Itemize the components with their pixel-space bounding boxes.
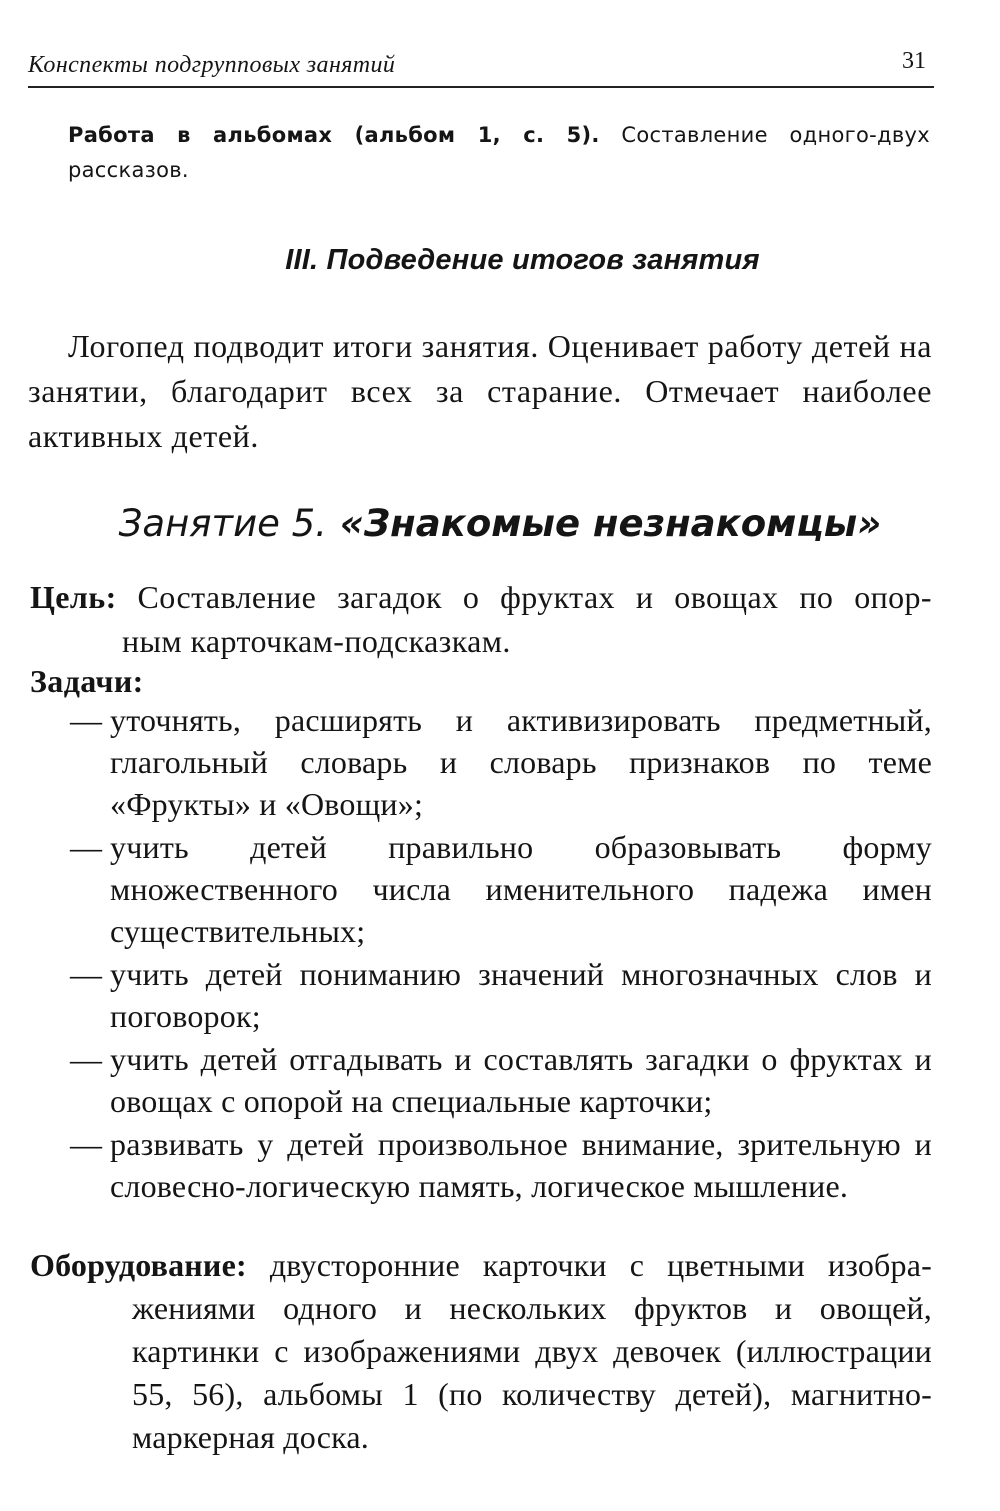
equipment-label: Оборудование:	[30, 1247, 247, 1283]
goal-block	[30, 575, 932, 663]
task-text: учить детей пониманию значений многозначных слов и поговорок;	[110, 956, 932, 1034]
goal-label: Цель:	[30, 579, 117, 615]
tasks-label: Задачи:	[30, 663, 144, 699]
task-item: — учить детей правильно образовывать форму множественного числа именительного падежа имен существительных;	[70, 829, 932, 949]
task-item: — учить детей отгадывать и составлять загадки о фруктах и овощах с опорой на специальные карточки;	[70, 1041, 932, 1119]
goal-first-line	[30, 575, 932, 619]
section-heading-text: III. Подведение итогов занятия	[285, 244, 760, 276]
task-text: развивать у детей произвольное внимание, зрительную и словесно-логическую память, логическое мышление.	[110, 1126, 932, 1204]
equipment-text-rest: жениями одного и нескольких фруктов и овощей, картинки с изображениями двух девочек (иллюстрации 55, 56), альбомы 1 (по количеству детей), магнитно-маркерная доска.	[132, 1290, 932, 1455]
goal-text-line1: Составление загадок о фруктах и овощах по опор-	[137, 579, 932, 615]
tasks-list	[70, 699, 932, 1208]
running-title: Конспекты подгрупповых занятий	[28, 52, 396, 78]
lesson-number: Занятие 5.	[118, 502, 327, 545]
task-text: учить детей отгадывать и составлять загадки о фруктах и овощах с опорой на специальные карточки;	[110, 1041, 932, 1119]
album-work-label: Работа в альбомах (альбом 1, с. 5).	[68, 123, 600, 147]
page-number: 31	[902, 48, 926, 74]
equipment-text-line1: двусторонние карточки с цветными изобра-	[269, 1247, 933, 1283]
album-work-text: Составление одного-двух рассказов.	[68, 123, 930, 182]
task-item: — учить детей пониманию значений многозначных слов и поговорок;	[70, 956, 932, 1034]
task-text: учить детей правильно образовывать форму множественного числа именительного падежа имен существительных;	[110, 829, 932, 949]
lesson-title	[0, 502, 1000, 545]
running-header	[28, 46, 934, 88]
task-text: уточнять, расширять и активизировать предметный, глагольный словарь и словарь признаков по теме «Фрукты» и «Овощи»;	[110, 702, 932, 822]
lesson-name: «Знакомые незнакомцы»	[339, 502, 882, 545]
summary-paragraph: Логопед подводит итоги занятия. Оценивает работу детей на занятии, благодарит всех за старание. Отмечает наиболее активных детей.	[28, 328, 932, 454]
task-item: — развивать у детей произвольное внимание, зрительную и словесно-логическую память, логическое мышление.	[70, 1126, 932, 1204]
equipment-block	[30, 1244, 932, 1459]
equipment-first-line	[30, 1244, 932, 1287]
album-work-paragraph	[68, 118, 930, 188]
section-heading	[0, 244, 1000, 277]
task-item: — уточнять, расширять и активизировать предметный, глагольный словарь и словарь признаков по теме «Фрукты» и «Овощи»;	[70, 702, 932, 822]
goal-text-line2: ным карточкам-подсказкам.	[122, 623, 511, 659]
